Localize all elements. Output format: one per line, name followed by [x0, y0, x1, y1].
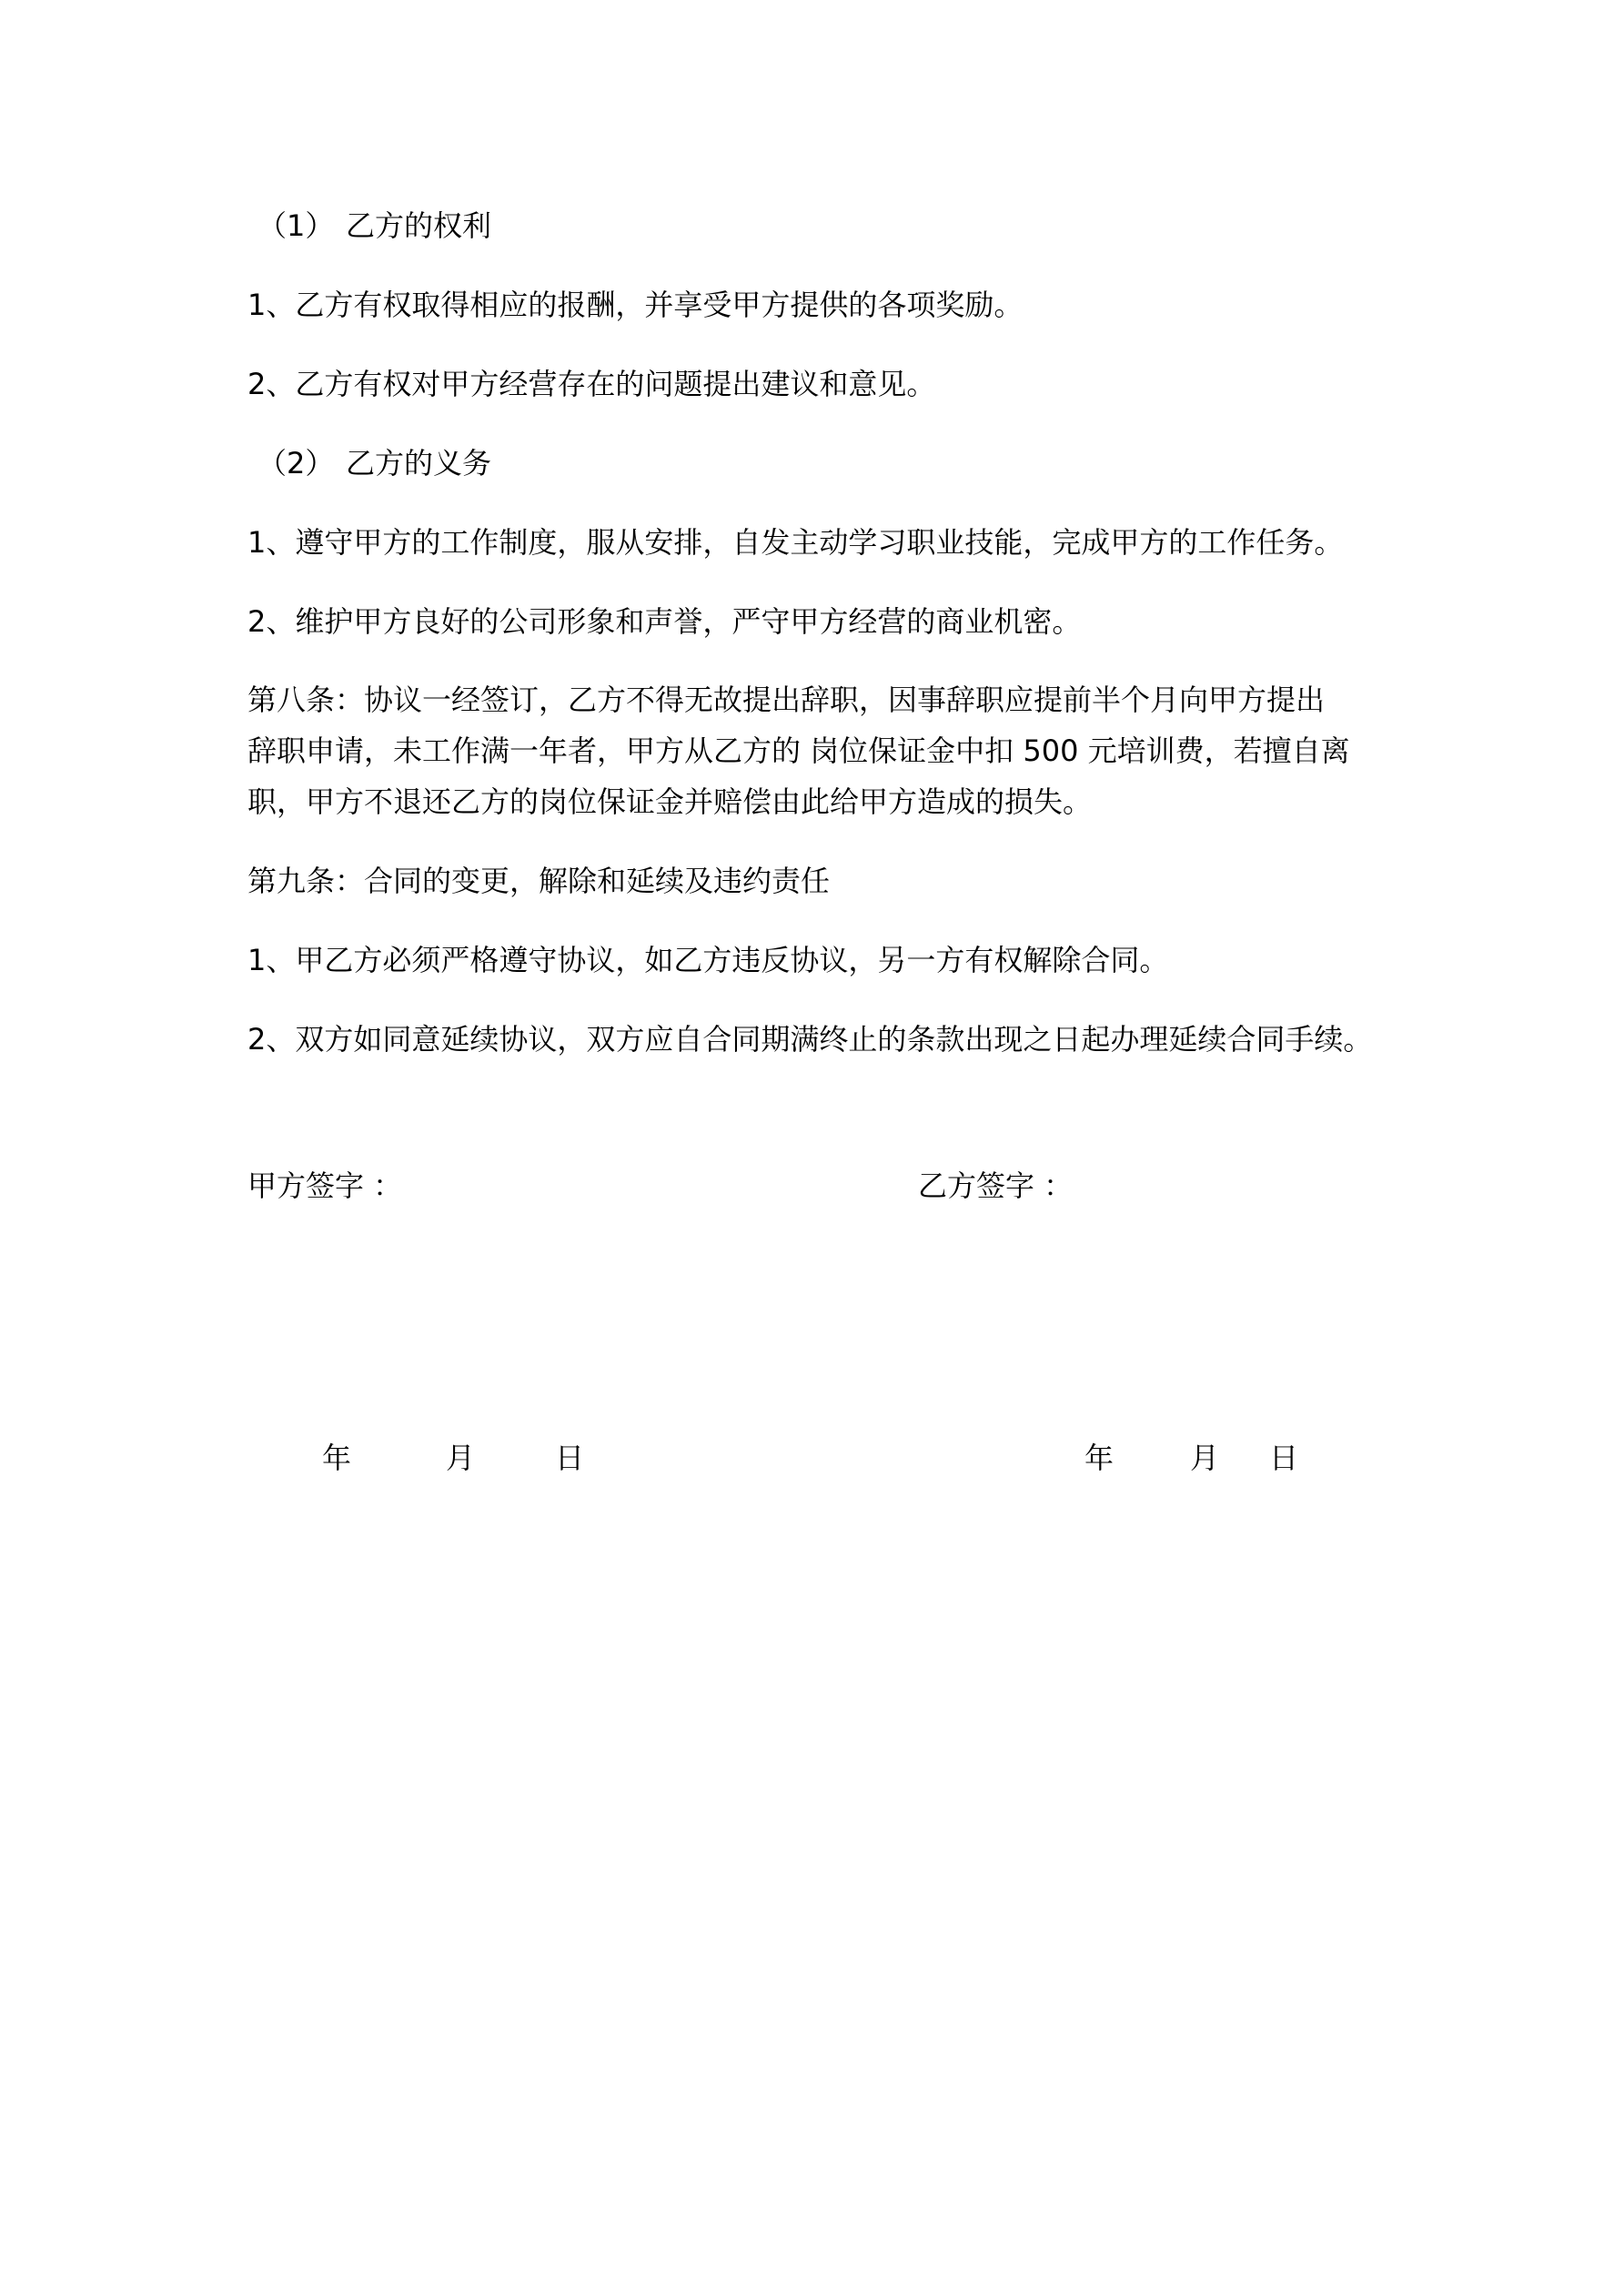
party-a-date-year: 年	[322, 1441, 352, 1475]
duties-title: 乙方的义务	[346, 446, 492, 480]
party-b-date-year: 年	[1084, 1441, 1115, 1475]
party-a-date-day: 日	[555, 1441, 585, 1475]
rights-number: （1）	[257, 208, 335, 243]
rights-item-2: 2、乙方有权对甲方经营存在的问题提出建议和意见。	[247, 367, 936, 401]
rights-item-1: 1、乙方有权取得相应的报酬，并享受甲方提供的各项奖励。	[247, 288, 1024, 322]
article9-item-1: 1、甲乙方必须严格遵守协议，如乙方违反协议，另一方有权解除合同。	[247, 943, 1169, 977]
rights-title: 乙方的权利	[346, 208, 492, 243]
duties-number: （2）	[257, 446, 335, 480]
duties-item-1: 1、遵守甲方的工作制度，服从安排，自发主动学习职业技能，完成甲方的工作任务。	[247, 525, 1344, 560]
party-a-date-month: 月	[446, 1441, 476, 1475]
party-b-date-month: 月	[1190, 1441, 1220, 1475]
party-b-date-day: 日	[1269, 1441, 1299, 1475]
party-b-signature-label: 乙方签字 ：	[918, 1168, 1074, 1203]
article8-line-3: 职，甲方不退还乙方的岗位保证金并赔偿由此给甲方造成的损失。	[247, 784, 1093, 819]
article8-line-1: 第八条：协议一经签订，乙方不得无故提出辞职，因事辞职应提前半个月向甲方提出	[247, 683, 1326, 717]
party-a-signature-label: 甲方签字 ：	[247, 1168, 403, 1203]
article9-item-2: 2、双方如同意延续协议，双方应自合同期满终止的条款出现之日起办理延续合同手续。	[247, 1022, 1373, 1057]
duties-item-2: 2、维护甲方良好的公司形象和声誉，严守甲方经营的商业机密。	[247, 604, 1082, 639]
article9-title: 第九条：合同的变更，解除和延续及违约责任	[247, 864, 831, 898]
article8-line-2: 辞职申请，未工作满一年者，甲方从乙方的 岗位保证金中扣 500 元培训费，若擅自离	[247, 733, 1350, 768]
